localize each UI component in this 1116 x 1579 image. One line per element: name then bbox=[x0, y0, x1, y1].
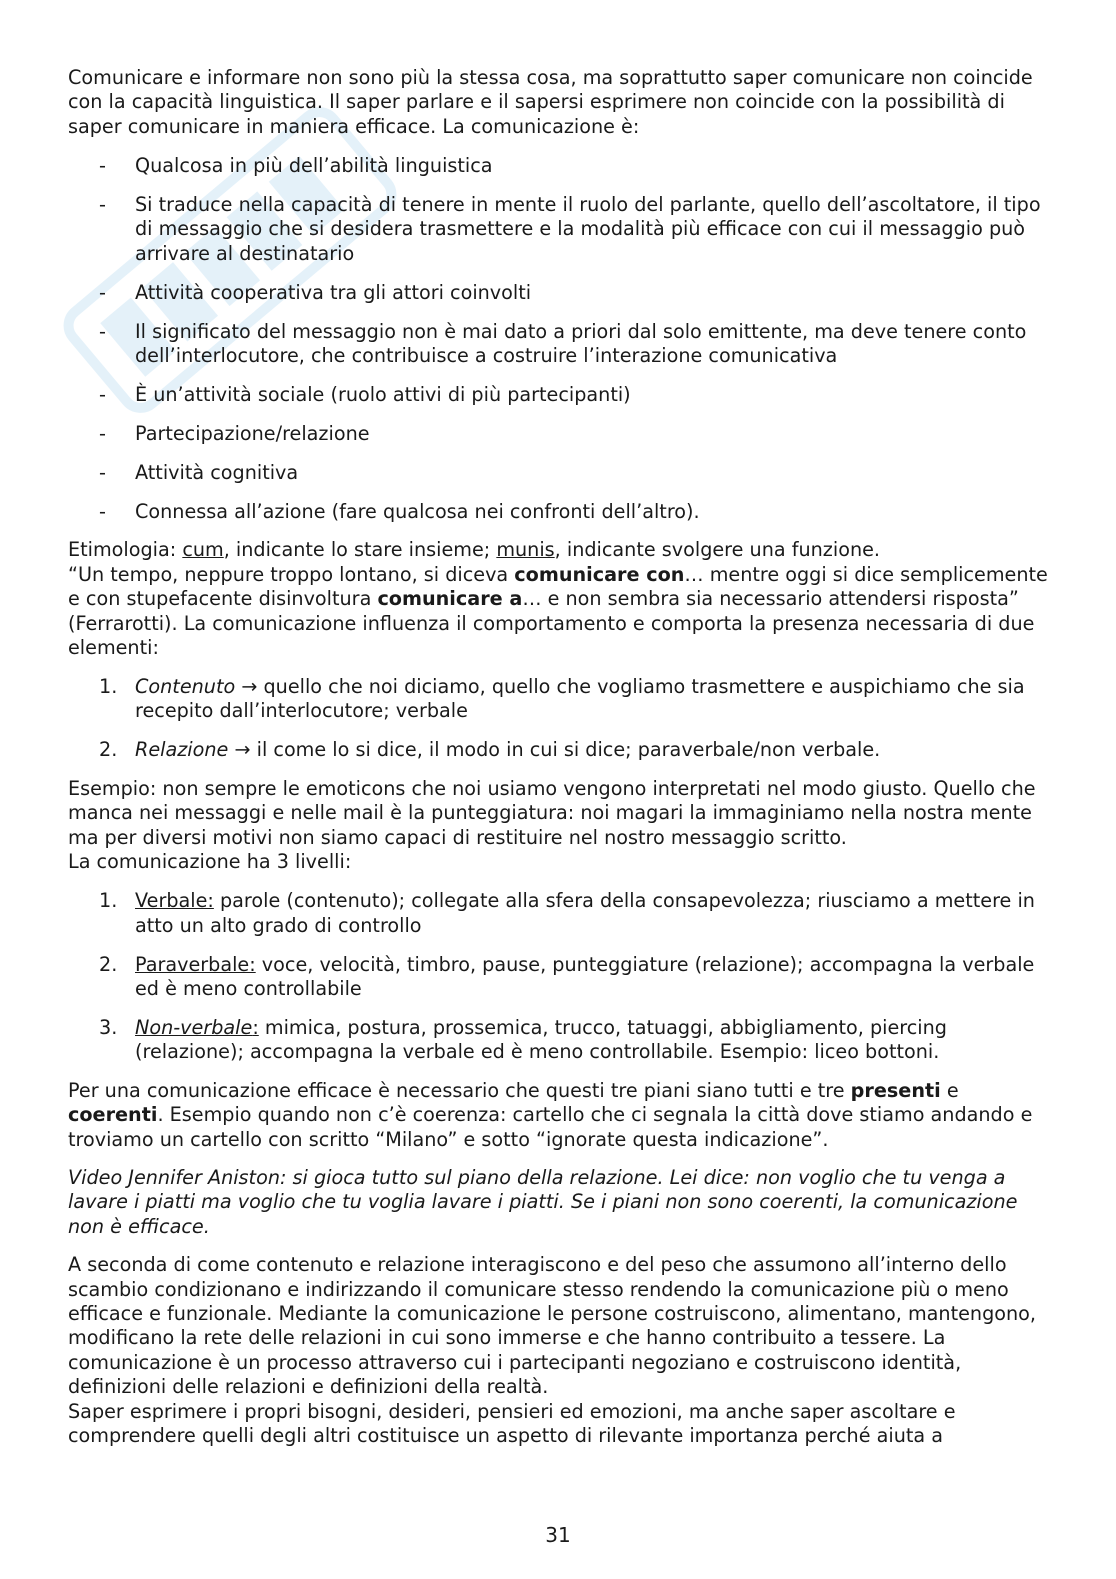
effective-paragraph: Per una comunicazione efficace è necessario che questi tre piani siano tutti e tre presenti e coerenti. Esempio quando non c’è coerenza: cartello che ci segnala la città dove stiamo andando e troviamo un cartello con scritto “Milano” e sotto “ignorate questa indicazione”. bbox=[68, 1078, 1033, 1151]
list-item: - Qualcosa in più dell’abilità linguistica bbox=[99, 153, 493, 177]
levels-list bbox=[68, 889, 1053, 1065]
list-item: - Attività cognitiva bbox=[99, 461, 299, 485]
video-note: Video Jennifer Aniston: si gioca tutto sul piano della relazione. Lei dice: non voglio che tu venga a lavare i piatti ma voglio che tu voglia lavare i piatti. Se i piani non sono coerenti, la comunicazione non è efficace. bbox=[68, 1165, 1018, 1238]
closing-paragraph-2: Saper esprimere i propri bisogni, desideri, pensieri ed emozioni, ma anche saper ascoltare e comprendere quelli degli altri costituisce un aspetto di rilevante importanza perché aiuta a bbox=[68, 1399, 956, 1447]
list-item: 2. Paraverbale: voce, velocità, timbro, pause, punteggiature (relazione); accompagna la verbale ed è meno controllabile bbox=[99, 952, 1035, 1000]
list-item: - Connessa all’azione (fare qualcosa nei confronti dell’altro). bbox=[99, 500, 700, 524]
elements-list bbox=[68, 675, 1053, 763]
list-item: - Si traduce nella capacità di tenere in mente il ruolo del parlante, quello dell’ascoltatore, il tipo di messaggio che si desidera trasmettere e la modalità più efficace con cui il messaggio può arrivare al destinatario bbox=[99, 192, 1041, 265]
list-item: - Il significato del messaggio non è mai dato a priori dal solo emittente, ma deve tenere conto dell’interlocutore, che contribuisce a costruire l’interazione comunicativa bbox=[99, 319, 1027, 368]
list-item: 3. Non-verbale: mimica, postura, prossemica, trucco, tatuaggi, abbigliamento, piercing (relazione); accompagna la verbale ed è meno controllabile. Esempio: liceo bottoni. bbox=[99, 1015, 947, 1064]
arrow-right-icon: → bbox=[241, 675, 258, 699]
list-item: - Partecipazione/relazione bbox=[99, 422, 370, 446]
example-paragraph: Esempio: non sempre le emoticons che noi usiamo vengono interpretati nel modo giusto. Quello che manca nei messaggi e nelle mail è la punteggiatura: noi magari la immaginiamo nella nostra mente ma per diversi motivi non siamo capaci di restituire nel nostro messaggio scritto. bbox=[68, 776, 1036, 849]
closing-paragraph: A seconda di come contenuto e relazione interagiscono e del peso che assumono all’interno dello scambio condizionano e indirizzando il comunicare stesso rendendo la comunicazione più o meno efficace e funzionale. Mediante la comunicazione le persone costruiscono, alimentano, mantengono, modificano la rete delle relazioni in cui sono immerse e che hanno contribuito a tessere. La comunicazione è un processo attraverso cui i partecipanti negoziano e costruiscono identità, definizioni delle relazioni e definizioni della realtà. bbox=[68, 1253, 1036, 1399]
intro-paragraph: Comunicare e informare non sono più la stessa cosa, ma soprattutto saper comunicare non coincide con la capacità linguistica. Il saper parlare e il sapersi esprimere non coincide con la possibilità di saper comunicare in maniera efficace. La comunicazione è: bbox=[68, 66, 1033, 138]
etymology-line: Etimologia: cum, indicante lo stare insieme; munis, indicante svolgere una funzione. bbox=[68, 538, 881, 562]
list-item: 2. Relazione → il come lo si dice, il modo in cui si dice; paraverbale/non verbale. bbox=[99, 738, 881, 762]
page-number: 31 bbox=[545, 1523, 571, 1547]
arrow-right-icon: → bbox=[234, 738, 251, 762]
list-item: - Attività cooperativa tra gli attori coinvolti bbox=[99, 280, 532, 304]
quote-paragraph: “Un tempo, neppure troppo lontano, si diceva comunicare con… mentre oggi si dice semplicemente e con stupefacente disinvoltura comunicare a… e non sembra sia necessario attendersi risposta” (Ferrarotti). La comunicazione influenza il comportamento e comporta la presenza necessaria di due elementi: bbox=[68, 562, 1048, 660]
dash-list bbox=[68, 154, 1053, 525]
document-page bbox=[68, 66, 1053, 1448]
levels-intro: La comunicazione ha 3 livelli: bbox=[68, 850, 352, 874]
list-item: 1. Verbale: parole (contenuto); collegate alla sfera della consapevolezza; riusciamo a mettere in atto un alto grado di controllo bbox=[99, 889, 1035, 937]
list-item: 1. Contenuto → quello che noi diciamo, quello che vogliamo trasmettere e auspichiamo che sia recepito dall’interlocutore; verbale bbox=[99, 675, 1025, 723]
list-item: - È un’attività sociale (ruolo attivi di più partecipanti) bbox=[99, 383, 631, 407]
